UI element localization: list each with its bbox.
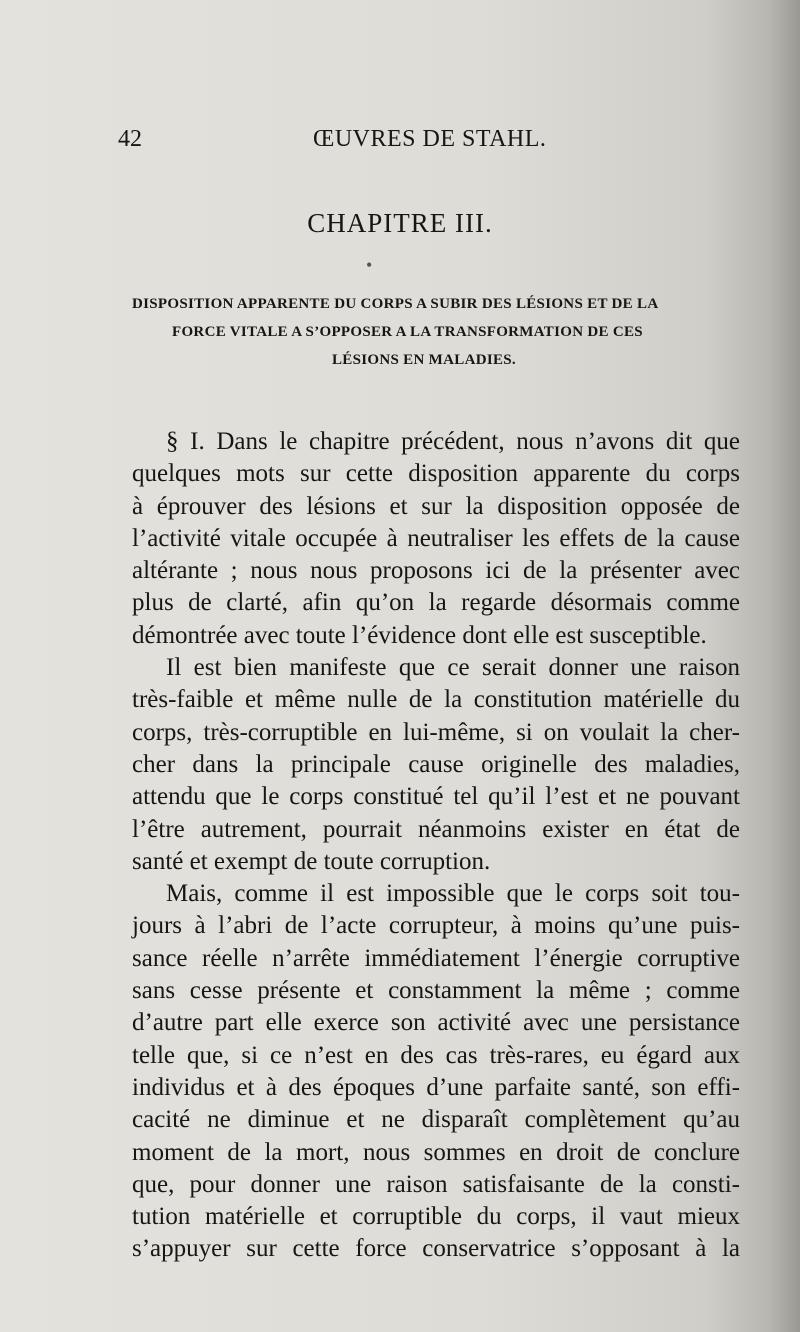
text-line: sance réelle n’arrête immédiatement l’énergie corruptive bbox=[132, 944, 740, 972]
text-line: telle que, si ce n’est en des cas très-rares, eu égard aux bbox=[132, 1041, 740, 1069]
text-line: corps, très-corruptible en lui-même, si on voulait la cher- bbox=[132, 718, 740, 746]
text-line: quelques mots sur cette disposition apparente du corps bbox=[132, 460, 740, 488]
text-line: l’être autrement, pourrait néanmoins exister en état de bbox=[132, 815, 740, 843]
page-number: 42 bbox=[118, 126, 142, 152]
chapter-title: CHAPITRE III. bbox=[307, 208, 493, 238]
text-line: très-faible et même nulle de la constitution matérielle du bbox=[132, 686, 740, 714]
running-head bbox=[118, 126, 738, 160]
text-line: à éprouver des lésions et sur la disposition opposée de bbox=[132, 492, 740, 520]
running-title: ŒUVRES DE STAHL. bbox=[313, 126, 547, 152]
text-line: plus de clarté, afin qu’on la regarde désormais comme bbox=[132, 589, 740, 617]
text-line: santé et exempt de toute corruption. bbox=[132, 847, 491, 875]
text-line: s’appuyer sur cette force conservatrice s’opposant à la bbox=[132, 1235, 740, 1263]
subtitle-line: DISPOSITION APPARENTE DU CORPS A SUBIR DES LÉSIONS ET DE LA bbox=[132, 296, 659, 312]
text-line: l’activité vitale occupée à neutraliser les effets de la cause bbox=[132, 524, 740, 552]
text-line: moment de la mort, nous sommes en droit de conclure bbox=[132, 1138, 740, 1166]
subtitle-line: LÉSIONS EN MALADIES. bbox=[332, 352, 516, 368]
text-line: attendu que le corps constitué tel qu’il l’est et ne pouvant bbox=[132, 783, 740, 811]
text-line: cacité ne diminue et ne disparaît complètement qu’au bbox=[132, 1106, 740, 1134]
body-text bbox=[132, 426, 740, 1266]
chapter-ornament: • bbox=[366, 255, 373, 275]
text-line: démontrée avec toute l’évidence dont elle est susceptible. bbox=[132, 621, 707, 649]
text-line: cher dans la principale cause originelle des maladies, bbox=[132, 750, 740, 778]
text-line: que, pour donner une raison satisfaisante de la consti- bbox=[132, 1170, 740, 1198]
text-line: altérante ; nous nous proposons ici de la présenter avec bbox=[132, 557, 740, 585]
text-line: jours à l’abri de l’acte corrupteur, à moins qu’une puis- bbox=[132, 912, 740, 940]
text-line: Il est bien manifeste que ce serait donner une raison bbox=[166, 654, 740, 682]
text-line: § I. Dans le chapitre précédent, nous n’avons dit que bbox=[166, 428, 740, 455]
chapter-subtitle bbox=[132, 290, 732, 374]
subtitle-line: FORCE VITALE A S’OPPOSER A LA TRANSFORMATION DE CES bbox=[172, 324, 643, 340]
text-line: d’autre part elle exerce son activité avec une persistance bbox=[132, 1009, 740, 1037]
text-line: tution matérielle et corruptible du corps, il vaut mieux bbox=[132, 1203, 740, 1231]
text-line: Mais, comme il est impossible que le corps soit tou- bbox=[166, 880, 740, 908]
text-line: sans cesse présente et constamment la même ; comme bbox=[132, 977, 740, 1005]
text-line: individus et à des époques d’une parfaite santé, son effi- bbox=[132, 1073, 740, 1101]
